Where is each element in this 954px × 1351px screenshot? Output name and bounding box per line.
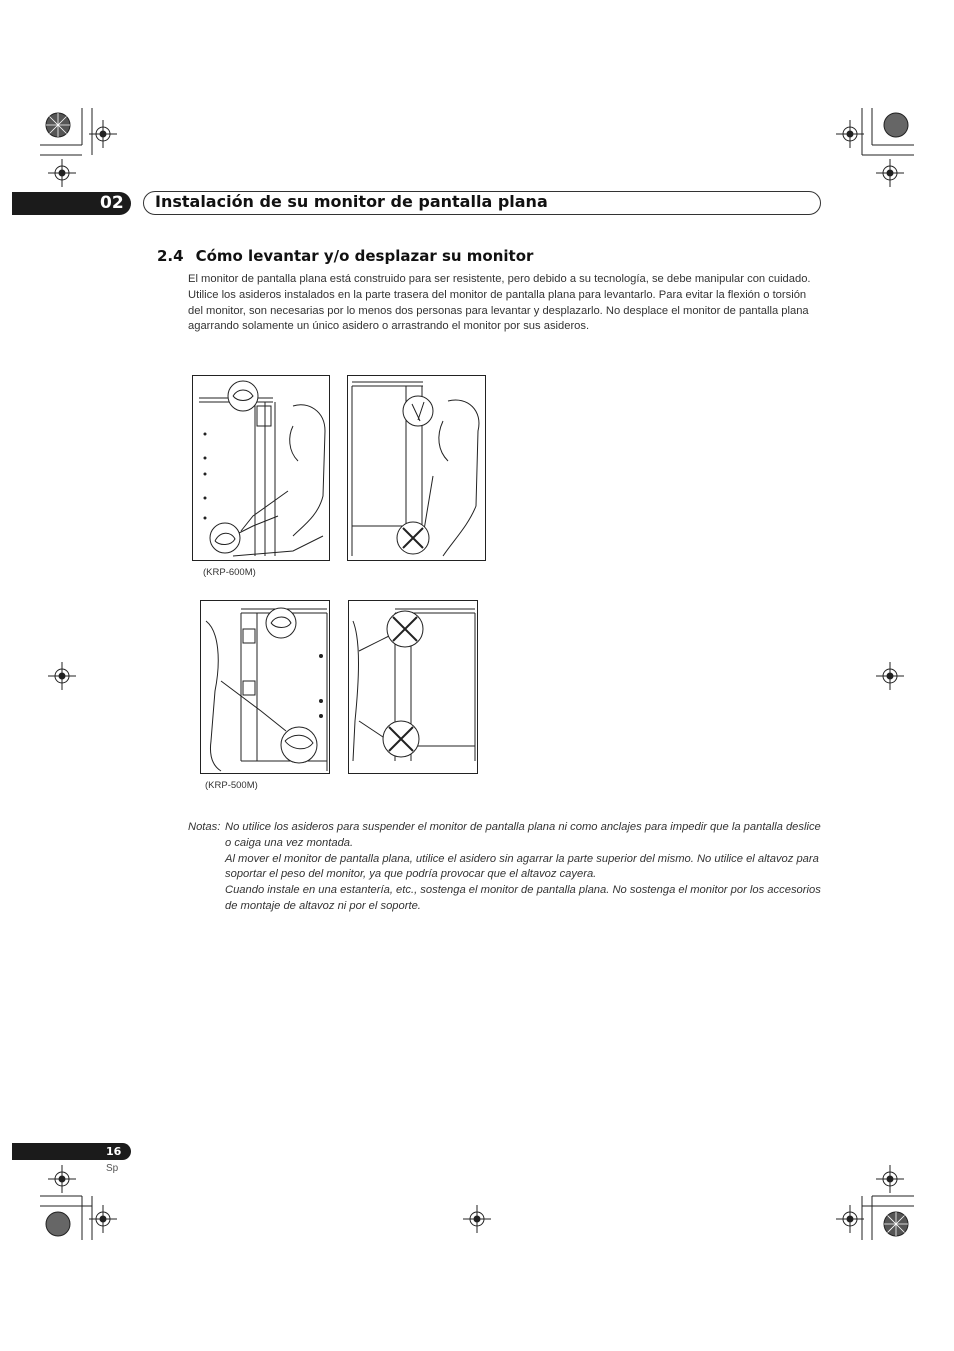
note-text: Cuando instale en una estantería, etc., sostenga el monitor de pantalla plana. No sostenga el monitor por los accesorios de montaje de altavoz ni por el soporte.	[225, 884, 821, 912]
registration-target-icon	[463, 1205, 491, 1233]
page-number: 16	[106, 1145, 122, 1158]
chapter-title: Instalación de su monitor de pantalla plana	[155, 192, 548, 211]
registration-target-icon	[48, 159, 76, 187]
registration-target-icon	[48, 1165, 76, 1193]
note-text: Al mover el monitor de pantalla plana, utilice el asidero sin agarrar la parte superior del mismo. No utilice el altavoz para soportar el peso del monitor, ya que podría provocar que el altavoz cayera.	[225, 852, 819, 881]
note-item	[188, 852, 824, 884]
color-bar-dial-icon	[45, 112, 71, 138]
note-text: No utilice los asideros para suspender el monitor de pantalla plana ni como anclajes para impedir que la pantalla deslice o caiga una vez montada.	[225, 821, 821, 849]
color-bar-dial-icon	[883, 1211, 909, 1237]
notes-block	[188, 820, 824, 915]
registration-target-icon	[836, 120, 864, 148]
language-code: Sp	[106, 1163, 119, 1174]
registration-target-icon	[836, 1205, 864, 1233]
chapter-number: 02	[100, 193, 124, 213]
registration-target-icon	[48, 662, 76, 690]
section-number: 2.4	[157, 247, 184, 265]
registration-target-icon	[89, 120, 117, 148]
note-item	[188, 883, 824, 915]
illustration-krp500-lift-incorrect	[348, 600, 478, 774]
caption-krp500: (KRP-500M)	[205, 780, 258, 791]
caption-krp600: (KRP-600M)	[203, 567, 256, 578]
notes-label: Notas:	[188, 821, 221, 833]
registration-target-icon	[89, 1205, 117, 1233]
color-bar-dial-icon	[45, 1211, 71, 1237]
section-body: El monitor de pantalla plana está construido para ser resistente, pero debido a su tecnología, se debe manipular con cuidado. Utilice los asideros instalados en la parte trasera del monitor de pantalla plana para levantarlo. Para evitar la flexión o torsión del monitor, son necesarias por lo menos dos personas para levantar y desplazarlo. No desplace el monitor de pantalla plana agarrando solamente un único asidero o arrastrando el monitor por sus asideros.	[188, 273, 811, 333]
section-heading	[157, 247, 533, 265]
registration-target-icon	[876, 1165, 904, 1193]
illustration-krp500-lift-correct	[200, 600, 330, 774]
illustration-krp600-lift-incorrect	[347, 375, 486, 561]
registration-target-icon	[876, 662, 904, 690]
registration-target-icon	[876, 159, 904, 187]
section-title: Cómo levantar y/o desplazar su monitor	[195, 247, 534, 265]
color-bar-dial-icon	[883, 112, 909, 138]
illustration-krp600-lift-correct	[192, 375, 330, 561]
note-item	[188, 820, 824, 852]
